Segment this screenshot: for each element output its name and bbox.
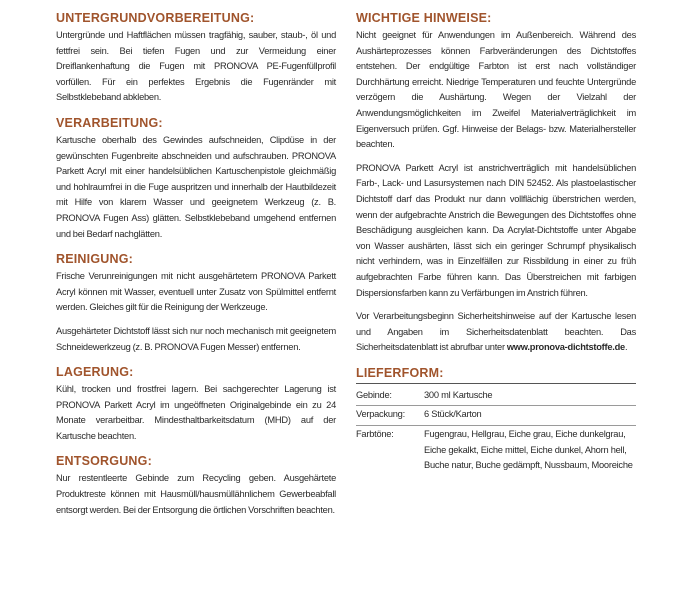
heading-lagerung: LAGERUNG: xyxy=(56,365,134,380)
text-entsorgung: Nur restentleerte Gebinde zum Recycling geben. Ausgehärtete Produktreste können mit Hausmüll/hausmüllähnlichem Gewerbeabfall entsorgt werden. Bei der Entsorgung die örtlichen Vorschriften beachten. xyxy=(56,473,336,515)
row-value: 6 Stück/Karton xyxy=(424,406,636,426)
text-hinweise-3-prefix: Vor Verarbeitungsbeginn Sicherheitshinweise auf der Kartusche lesen und Angaben im Sicherheitsdatenblatt beachten. Das Sicherheitsdatenblatt ist abrufbar unter xyxy=(356,311,636,353)
website-link[interactable]: www.pronova-dichtstoffe.de xyxy=(506,342,625,353)
section-lagerung xyxy=(56,364,336,444)
section-reinigung xyxy=(56,251,336,355)
heading-entsorgung: ENTSORGUNG: xyxy=(56,454,152,469)
text-untergrundvorbereitung: Untergründe und Haftflächen müssen tragfähig, sauber, staub-, öl und fettfrei sein. Bei tiefen Fugen und zur Vermeidung einer Dreiflankenhaftung die Fugen mit PRONOVA PE-Fugenfüllprofil vorfüllen. Für ein perfektes Ergebnis die Fugenränder mit Selbstklebeband abkleben. xyxy=(56,30,336,103)
text-hinweise-2: PRONOVA Parkett Acryl ist anstrichverträglich mit handelsüblichen Farb-, Lack- und Lasursystemen nach DIN 52452. Als plastoelastischer Dichtstoff darf das Produkt nur dann vollflächig überstrichen werden, wenn der aufgebrachte Anstrich die Bewegungen des Dichtstoffes ohne Beschädigung ausgleichen kann. Da Acrylat-Dichtstoffe unter Abgabe von Wasser aushärten, lässt sich ein geringer Schrumpf physikalisch nicht verhindern, was in Einzelfällen zur Rissbildung in einer zu früh aufgebrachten Farbe führen kann. Das Überstreichen mit farbigen Dispersionsfarben kann zu Verfärbungen im Anstrich führen. xyxy=(356,162,636,298)
section-wichtige-hinweise xyxy=(356,10,636,356)
text-lagerung: Kühl, trocken und frostfrei lagern. Bei sachgerechter Lagerung ist PRONOVA Parkett Acryl im ungeöffneten Originalgebinde ein zu 24 Monate verarbeitbar. Mindesthaltbarkeitsdatum (MHD) auf der Kartusche beachten. xyxy=(56,384,336,441)
text-hinweise-3 xyxy=(356,309,636,356)
section-untergrundvorbereitung xyxy=(56,10,336,106)
row-value: Fugengrau, Hellgrau, Eiche grau, Eiche dunkelgrau, Eiche gekalkt, Eiche mittel, Eiche dunkel, Ahorn hell, Buche natur, Buche gedämpft, Nussbaum, Mooreiche xyxy=(424,429,633,471)
section-entsorgung xyxy=(56,453,336,518)
text-reinigung-1: Frische Verunreinigungen mit nicht ausgehärtetem PRONOVA Parkett Acryl können mit Wasser, eventuell unter Zusatz von Spülmittel entfernt werden. Gleiches gilt für die Reinigung der Werkzeuge. xyxy=(56,271,336,313)
text-hinweise-1: Nicht geeignet für Anwendungen im Außenbereich. Während des Aushärteprozesses können Farbveränderungen des Dichtstoffes entstehen. Der endgültige Farbton ist erst nach vollständiger Durchhärtung erreicht. Niedrige Temperaturen und feuchte Untergründe verzögern die Aushärtung. Wegen der Vielzahl der Anwendungsmöglichkeiten im Zweifel Materialverträglichkeit im Eigenversuch prüfen. Ggf. Hinweise der Belags- bzw. Materialhersteller beachten. xyxy=(356,30,636,150)
table-row xyxy=(356,406,636,426)
text-hinweise-3-suffix: . xyxy=(624,342,628,353)
heading-lieferform: LIEFERFORM: xyxy=(356,365,636,384)
right-column xyxy=(356,10,636,485)
heading-verarbeitung: VERARBEITUNG: xyxy=(56,115,163,130)
left-column xyxy=(56,10,336,527)
section-lieferform xyxy=(356,365,636,476)
text-verarbeitung: Kartusche oberhalb des Gewindes aufschneiden, Clipdüse in der gewünschten Fugenbreite abschneiden und aufschrauben. PRONOVA Parkett Acryl mit einer handelsüblichen Kartuschenpistole gleichmäßig und hohlraumfrei in die Fuge auspritzen und innerhalb der Hautbildezeit mit Hilfe von klarem Wasser und geeignetem Werkzeug (z. B. PRONOVA Fugen Ass) glätten. Selbstklebeband umgehend entfernen und bei Bedarf nachglätten. xyxy=(56,134,336,239)
row-key: Gebinde: xyxy=(356,387,424,406)
text-reinigung-2: Ausgehärteter Dichtstoff lässt sich nur noch mechanisch mit geeignetem Schneidewerkzeug (z. B. PRONOVA Fugen Messer) entfernen. xyxy=(56,325,336,352)
heading-untergrundvorbereitung: UNTERGRUNDVORBEREITUNG: xyxy=(56,11,255,25)
row-key: Farbtöne: xyxy=(356,429,394,440)
section-verarbeitung xyxy=(56,115,336,242)
table-row xyxy=(356,387,636,406)
heading-reinigung: REINIGUNG: xyxy=(56,252,133,267)
lieferform-table xyxy=(356,387,636,476)
row-key: Verpackung: xyxy=(356,406,424,426)
row-value: 300 ml Kartusche xyxy=(424,387,636,406)
heading-wichtige-hinweise: WICHTIGE HINWEISE: xyxy=(356,11,492,25)
table-row xyxy=(356,426,636,476)
